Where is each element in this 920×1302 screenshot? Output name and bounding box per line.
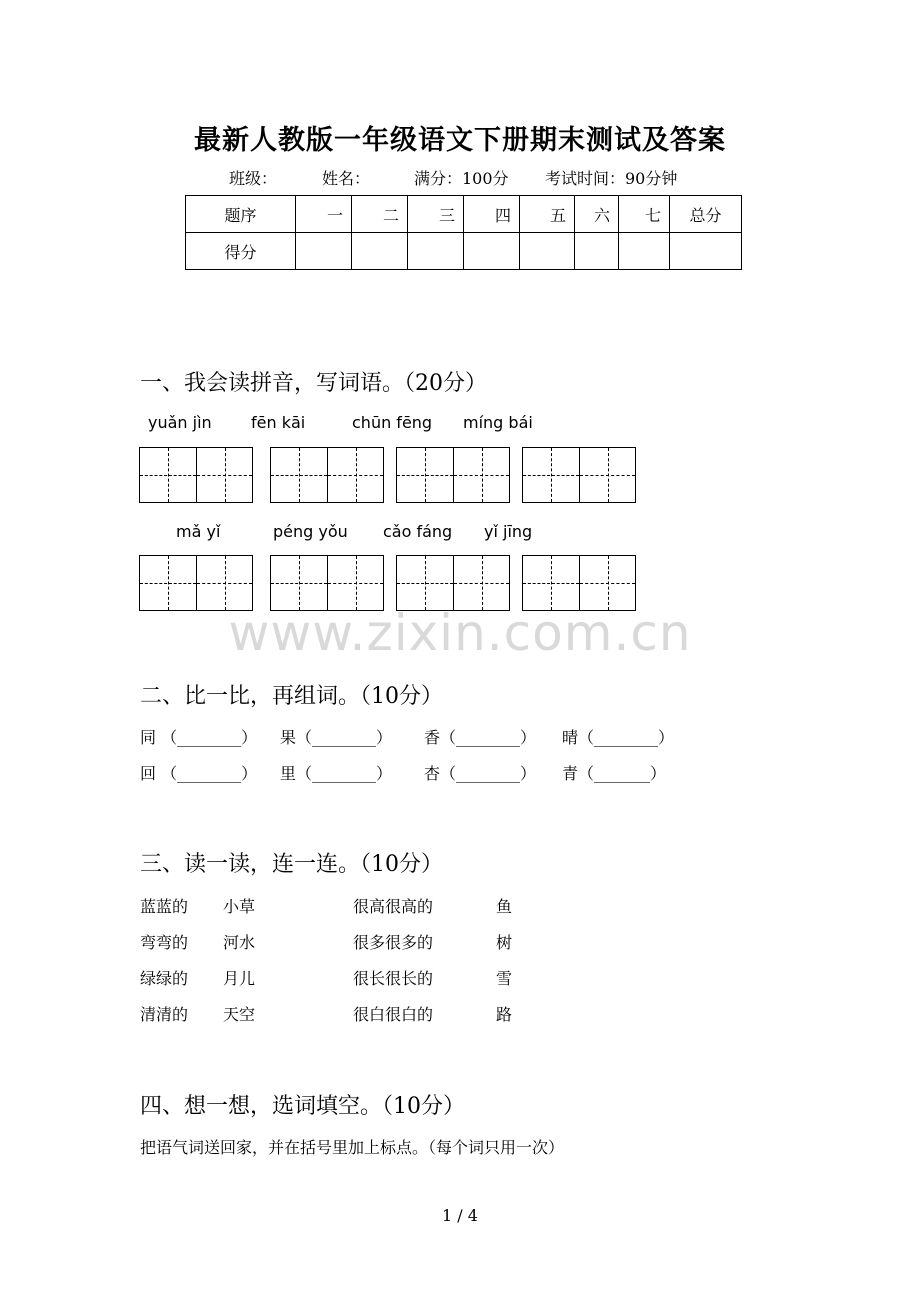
writing-grid[interactable] [139,555,253,611]
table-cell: 三 [408,196,464,233]
score-input-cell[interactable] [352,233,408,270]
score-input-cell[interactable] [619,233,670,270]
writing-grid[interactable] [522,555,636,611]
pinyin-label: fēn kāi [251,413,306,432]
word-blank[interactable]: 青（_______） [562,764,667,783]
table-cell: 得分 [186,233,296,270]
word-blank[interactable]: 杏（________） [424,764,537,783]
writing-grid[interactable] [139,447,253,503]
match-word[interactable]: 很多很多的 [353,933,434,952]
section4-instruction: 把语气词送回家，并在括号里加上标点。（每个词只用一次） [140,1138,565,1157]
pinyin-label: yǐ jīng [484,522,533,541]
table-cell: 五 [520,196,575,233]
writing-grid[interactable] [270,555,384,611]
score-input-cell[interactable] [464,233,520,270]
table-cell: 二 [352,196,408,233]
match-word[interactable]: 河水 [223,933,256,952]
match-word[interactable]: 很高很高的 [353,897,434,916]
section3-title: 三、读一读，连一连。（10分） [140,852,443,877]
match-word[interactable]: 路 [496,1005,513,1024]
writing-grid[interactable] [522,447,636,503]
word-blank[interactable]: 晴（________） [562,728,675,747]
page-number: 1 / 4 [442,1206,478,1225]
pinyin-label: chūn fēng [352,413,433,432]
score-input-cell[interactable] [520,233,575,270]
word-blank[interactable]: 同 （________） [140,728,258,747]
score-input-cell[interactable] [575,233,619,270]
score-table [185,195,742,270]
page-title: 最新人教版一年级语文下册期末测试及答案 [194,125,726,156]
pinyin-label: péng yǒu [273,522,348,541]
table-cell: 总分 [670,196,742,233]
writing-grid[interactable] [270,447,384,503]
score-table-score-row [186,233,742,270]
pinyin-label: míng bái [463,413,533,432]
name-label: 姓名： [322,169,371,188]
full-score: 满分：100分 [414,169,509,188]
score-input-cell[interactable] [296,233,352,270]
match-word[interactable]: 鱼 [496,897,513,916]
word-blank[interactable]: 果（________） [280,728,393,747]
match-word[interactable]: 雪 [496,969,513,988]
watermark: www.zixin.com.cn [228,604,692,662]
writing-grid[interactable] [396,447,510,503]
score-table-header-row [186,196,742,233]
word-blank[interactable]: 里（________） [280,764,393,783]
match-word[interactable]: 小草 [223,897,256,916]
pinyin-label: yuǎn jìn [148,413,212,432]
section1-title: 一、我会读拼音，写词语。（20分） [140,371,487,396]
match-word[interactable]: 弯弯的 [140,933,189,952]
match-word[interactable]: 很白很白的 [353,1005,434,1024]
table-cell: 六 [575,196,619,233]
score-input-cell[interactable] [670,233,742,270]
table-cell: 题序 [186,196,296,233]
match-word[interactable]: 清清的 [140,1005,189,1024]
word-blank[interactable]: 回 （________） [140,764,258,783]
section4-title: 四、想一想，选词填空。（10分） [140,1094,465,1119]
writing-grid[interactable] [396,555,510,611]
table-cell: 四 [464,196,520,233]
exam-time: 考试时间：90分钟 [545,169,678,188]
match-word[interactable]: 蓝蓝的 [140,897,189,916]
match-word[interactable]: 月儿 [223,969,256,988]
class-label: 班级： [229,169,278,188]
match-word[interactable]: 绿绿的 [140,969,189,988]
match-word[interactable]: 树 [496,933,513,952]
pinyin-label: mǎ yǐ [176,522,221,541]
pinyin-label: cǎo fáng [383,522,453,541]
match-word[interactable]: 天空 [223,1005,256,1024]
match-word[interactable]: 很长很长的 [353,969,434,988]
word-blank[interactable]: 香（________） [424,728,537,747]
section2-title: 二、比一比，再组词。（10分） [140,684,443,709]
table-cell: 一 [296,196,352,233]
score-input-cell[interactable] [408,233,464,270]
table-cell: 七 [619,196,670,233]
